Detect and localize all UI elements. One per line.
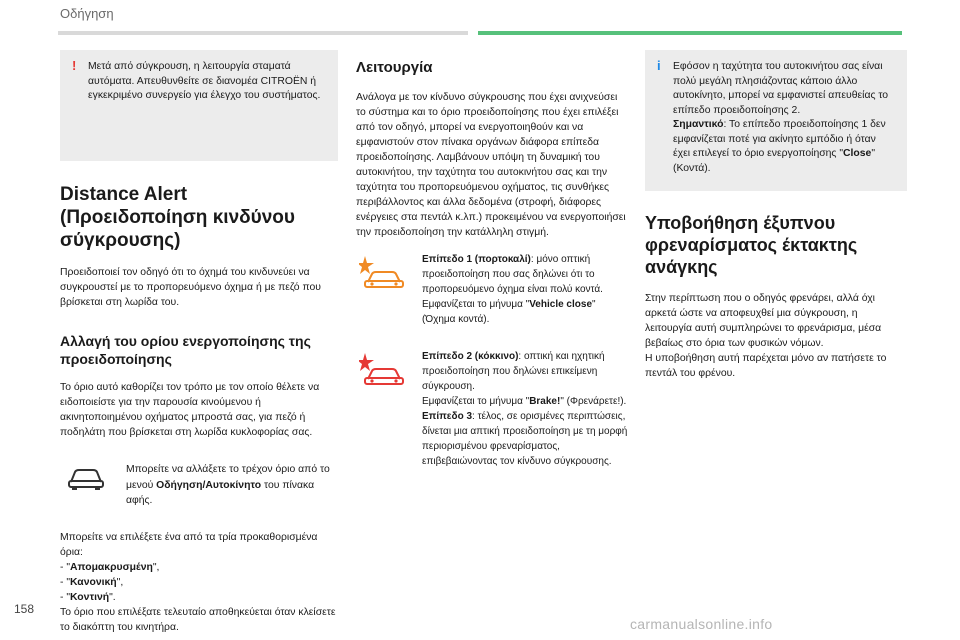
level-1-text: : μόνο οπτική προειδοποίηση που σας δηλώνει ότι το προπορευόμενο όχημα είναι πολύ κοντά. Εμφανίζεται το μήνυμα " [422, 254, 603, 311]
important-text: : Το επίπεδο προειδοποίησης 1 δεν εμφανίζεται ποτέ για ακίνητο εμπόδιο ή όταν έχει επιλεγεί το όριο ενεργοποίησης " [673, 119, 886, 160]
menu-text: Μπορείτε να αλλάξετε το τρέχον όριο από το μενού [126, 464, 330, 491]
list-item: - "Κοντινή". [60, 591, 116, 603]
level-3-title: Επίπεδο 3 [422, 411, 473, 423]
info-callout [645, 50, 907, 191]
list-item: - "Απομακρυσμένη", [60, 561, 160, 573]
section-title: Υποβοήθηση έξυπνου φρεναρίσματος έκτακτης ανάγκης [645, 213, 858, 277]
column-3 [645, 50, 907, 381]
header-rule [58, 31, 468, 35]
level-2-title: Επίπεδο 2 (κόκκινο) [422, 351, 519, 363]
operation-text: Ανάλογα με τον κίνδυνο σύγκρουσης που έχει ανιχνεύσει το σύστημα και το όριο προειδοποίησης που έχει επιλέξει από τον οδηγό, μπορεί να ενεργοποιηθούν και να εμφανιστούν στον πίνακα οργάνων διάφορα επίπεδα προειδοποίησης. Λαμβάνουν υπόψη τη δυναμική του αυτοκινήτου, την ταχύτητα του αυτοκινήτου σας και την ταχύτητα του προπορευόμενου οχήματος, τις συνθήκες περιβάλλοντος και άλλα δεδομένα (στροφή, διάφορες ενέργειες στα πεντάλ κ.λπ.) προκειμένου να ενεργοποιήσει την προειδοποίηση την κατάλληλη στιγμή. [356, 91, 626, 239]
warning-mark-icon: ! [72, 58, 77, 73]
level-2-block [356, 349, 628, 469]
important-end: " (Κοντά). [673, 148, 876, 174]
section-title: Λειτουργία [356, 59, 433, 76]
brake-assist-text: Στην περίπτωση που ο οδηγός φρενάρει, αλλά όχι αρκετά ώστε να αποφευχθεί μια σύγκρουση, η λειτουργία αυτή συμπληρώνει το φρενάρισμα, μέσα βεβαίως στο όρια των φυσικών νόμων. [645, 292, 882, 350]
page-number: 158 [14, 602, 35, 616]
memory-text: Το όριο που επιλέξατε τελευταίο αποθηκεύεται όταν κλείσετε το διακόπτη του κινητήρα. [60, 607, 336, 634]
car-icon [66, 464, 106, 492]
subsection-title: Αλλαγή του ορίου ενεργοποίησης της προειδοποίησης [60, 332, 311, 367]
info-mark-icon: i [657, 58, 661, 73]
chapter-title: Οδήγηση [60, 6, 114, 21]
level-2-text: : οπτική και ηχητική προειδοποίηση που δηλώνει επικείμενη σύγκρουση. [422, 351, 605, 393]
info-text: Εφόσον η ταχύτητα του αυτοκινήτου σας είναι πολύ μεγάλη πλησιάζοντας κάποιο άλλο αυτοκίνητο, μπορεί να εμφανιστεί απευθείας το επίπεδο προειδοποίησης 2. [673, 61, 889, 116]
level-1-end: " (Όχημα κοντά). [422, 299, 596, 326]
threshold-text: Το όριο αυτό καθορίζει τον τρόπο με τον οποίο θέλετε να ειδοποιείστε για την παρουσία κινούμενου ή ακινητοποιημένου οχήματος μπροστά σας, για πεζό ή ποδηλάτη που βρίσκεται στη λωρίδα κυκλοφορίας σας. [60, 382, 320, 439]
warning-text: Μετά από σύγκρουση, η λειτουργία σταματά αυτόματα. Απευθυνθείτε σε διανομέα CITROËN ή εγκεκριμένο συνεργείο για έλεγχο του συστήματος. [88, 61, 321, 102]
column-2 [356, 50, 628, 469]
column-1 [60, 50, 338, 635]
close-label: Close [843, 148, 872, 160]
level-1-message: Vehicle close [529, 299, 593, 311]
car-alert-orange-icon [359, 254, 405, 292]
brake-assist-note: Η υποβοήθηση αυτή παρέχεται μόνο αν πατήσετε το πεντάλ του φρένου. [645, 353, 887, 380]
warning-callout [60, 50, 338, 161]
level-3-text: : τέλος, σε ορισμένες περιπτώσεις, δίνεται μια απτική προειδοποίηση με τη μορφή περιορισμένου φρεναρίσματος, επιβεβαιώνοντας τον κίνδυνο σύγκρουσης. [422, 411, 628, 468]
car-alert-red-icon [359, 351, 405, 389]
level-1-title: Επίπεδο 1 (πορτοκαλί) [422, 254, 531, 266]
level-1-block [356, 252, 628, 327]
important-label: Σημαντικό [673, 119, 724, 131]
menu-text-end: του πίνακα αφής. [126, 479, 315, 506]
option-list [60, 560, 338, 605]
intro-text: Προειδοποιεί τον οδηγό ότι το όχημά του κινδυνεύει να συγκρουστεί με το προπορευόμενο όχημα ή με πεζό που βρίσκεται στη λωρίδα του. [60, 266, 321, 308]
choose-text: Μπορείτε να επιλέξετε ένα από τα τρία προκαθορισμένα όρια: [60, 531, 318, 558]
menu-note [60, 462, 338, 507]
menu-path: Οδήγηση/Αυτοκίνητο [156, 479, 262, 491]
header-rule-accent [478, 31, 902, 35]
level-2-msg-post: " (Φρενάρετε!). [560, 396, 627, 408]
section-title: Distance Alert (Προειδοποίηση κινδύνου σύγκρουσης) [60, 184, 295, 252]
watermark: carmanualsonline.info [630, 616, 773, 632]
level-2-message: Brake! [529, 396, 561, 408]
list-item: - "Κανονική", [60, 576, 124, 588]
level-2-msg-pre: Εμφανίζεται το μήνυμα " [422, 396, 530, 408]
